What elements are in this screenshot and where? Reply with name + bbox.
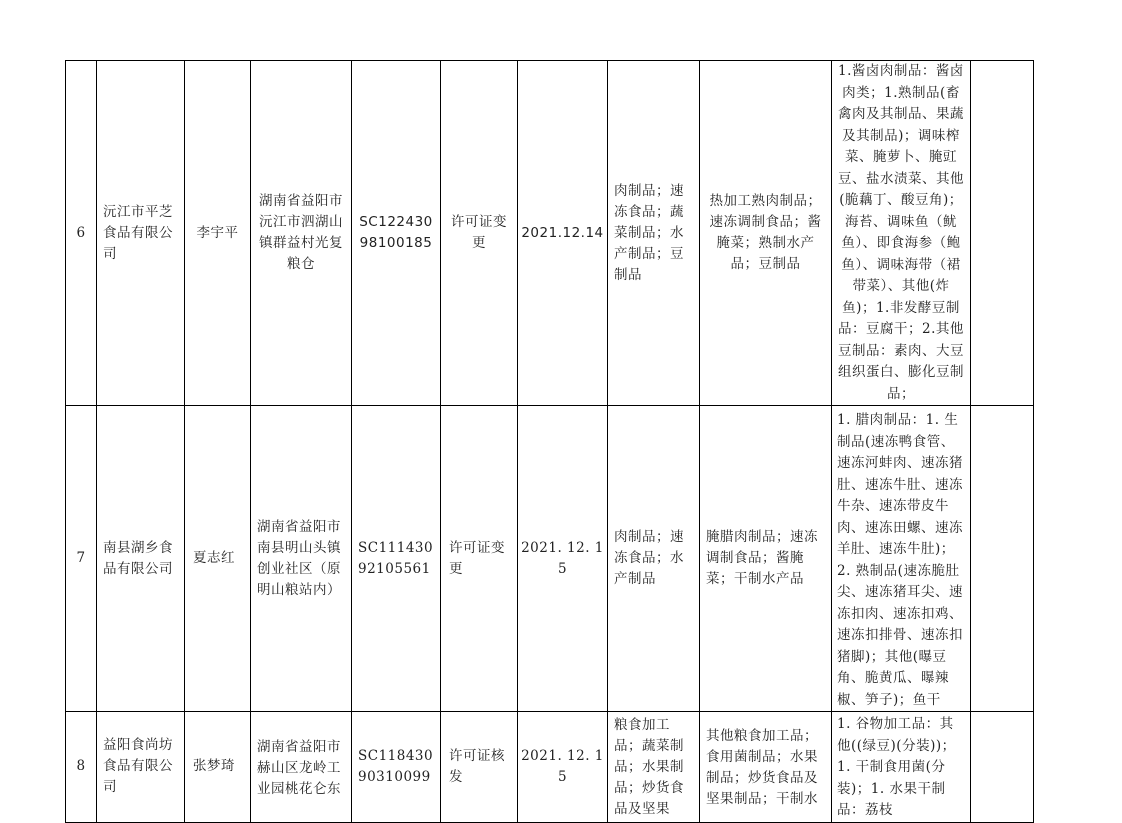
action-type: 许可证核发 xyxy=(449,747,505,785)
license-table xyxy=(65,60,1034,823)
action-type: 许可证变更 xyxy=(449,539,505,577)
issue-date: 2021. 12. 15 xyxy=(521,747,604,785)
legal-person: 夏志红 xyxy=(193,550,235,566)
food-category: 肉制品；速冻食品；蔬菜制品；水产制品；豆制品 xyxy=(614,182,684,283)
address: 湖南省益阳市赫山区龙岭工业园桃花仑东 xyxy=(257,738,341,797)
food-category: 粮食加工品；蔬菜制品；水果制品；炒货食品及坚果 xyxy=(614,717,684,818)
license-number: SC11143092105561 xyxy=(358,539,434,577)
issue-date: 2021. 12. 15 xyxy=(521,539,604,577)
license-number: SC11843090310099 xyxy=(358,747,434,785)
food-category: 肉制品；速冻食品；水产制品 xyxy=(614,529,684,587)
company-name: 益阳食尚坊食品有限公司 xyxy=(103,737,173,796)
food-subcategory: 热加工熟肉制品；速冻调制食品；酱腌菜；熟制水产品；豆制品 xyxy=(709,193,822,272)
license-number: SC12243098100185 xyxy=(359,214,433,251)
company-name: 沅江市平芝食品有限公司 xyxy=(103,203,173,262)
product-details: 1.酱卤肉制品：酱卤肉类；1.熟制品(畜禽肉及其制品、果蔬及其制品)；调味榨菜、腌萝卜、腌豇豆、盐水渍菜、其他(脆藕丁、酸豆角)；海苔、调味鱼（鱿鱼）、即食海参（鲍鱼）、调味海带（裙带菜）、其他(炸鱼)；1.非发酵豆制品：豆腐干；2.其他豆制品：素肉、大豆组织蛋白、膨化豆制品； xyxy=(838,63,964,402)
table-row xyxy=(66,61,1034,406)
row-index: 8 xyxy=(76,758,86,775)
legal-person: 李宇平 xyxy=(196,224,239,241)
table-row xyxy=(66,406,1034,712)
product-details: 1. 腊肉制品：1. 生制品(速冻鸭食管、速冻河蚌肉、速冻猪肚、速冻牛肚、速冻牛杂、速冻带皮牛肉、速冻田螺、速冻羊肚、速冻牛肚)；2. 熟制品(速冻脆肚尖、速冻猪耳尖、速冻扣肉、速冻扣鸡、速冻扣排骨、速冻扣猪脚)；其他(曝豆角、脆黄瓜、曝辣椒、笋子)；鱼干 xyxy=(837,412,963,708)
table-row xyxy=(66,712,1034,823)
food-subcategory: 其他粮食加工品；食用菌制品；水果制品；炒货食品及坚果制品；干制水 xyxy=(706,727,818,807)
row-index: 7 xyxy=(76,550,86,566)
company-name: 南县湖乡食品有限公司 xyxy=(103,539,173,577)
issue-date: 2021.12.14 xyxy=(521,224,604,241)
action-type: 许可证变更 xyxy=(451,214,507,251)
food-subcategory: 腌腊肉制品；速冻调制食品；酱腌菜；干制水产品 xyxy=(706,529,818,587)
address: 湖南省益阳市南县明山头镇创业社区（原明山粮站内） xyxy=(257,518,341,598)
address: 湖南省益阳市沅江市泗湖山镇群益村光复粮仓 xyxy=(259,193,343,272)
legal-person: 张梦琦 xyxy=(193,758,235,775)
product-details: 1. 谷物加工品：其他((绿豆)(分装))；1. 干制食用菌(分装)；1. 水果干制品：荔枝 xyxy=(837,716,956,818)
row-index: 6 xyxy=(76,224,86,241)
